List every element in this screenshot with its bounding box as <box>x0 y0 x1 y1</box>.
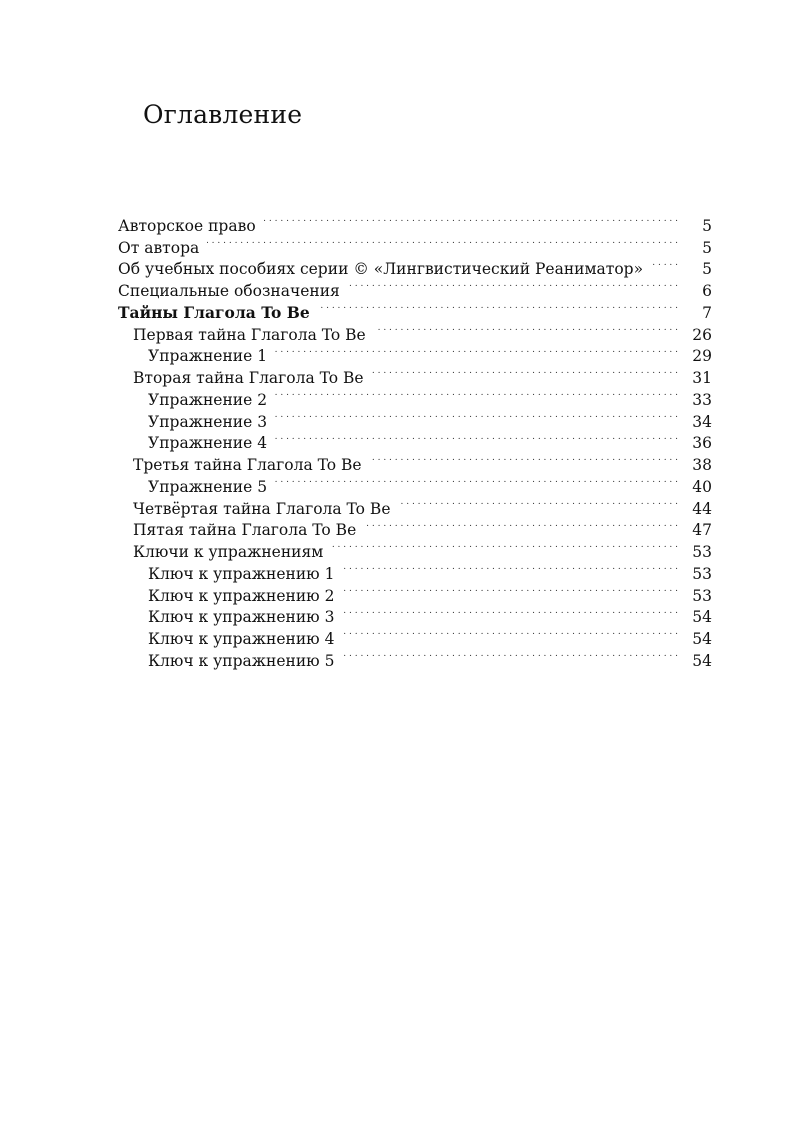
toc-page-number: 38 <box>692 456 712 474</box>
toc-entry-label: Специальные обозначения <box>118 282 340 300</box>
toc-entry[interactable] <box>118 209 712 235</box>
toc-page-number: 53 <box>692 564 712 583</box>
toc-entry[interactable] <box>118 231 712 257</box>
toc-dot-leader <box>275 427 678 449</box>
toc-entry-label: Вторая тайна Глагола To Be <box>133 369 364 387</box>
toc-dot-leader <box>342 579 678 601</box>
toc-entry-label: Пятая тайна Глагола To Be <box>133 521 357 540</box>
toc-entry-label: Упражнение 3 <box>148 412 268 431</box>
toc-dot-leader <box>348 274 678 296</box>
toc-dot-leader <box>342 644 678 666</box>
toc-page-number: 33 <box>692 390 712 409</box>
toc-page-number: 5 <box>702 238 712 257</box>
toc-dot-leader <box>342 601 678 623</box>
toc-entry-label: Ключ к упражнению 4 <box>148 630 335 648</box>
toc-page-number: 44 <box>692 499 712 518</box>
toc-entry-label: Упражнение 4 <box>148 434 268 453</box>
toc-page-number: 5 <box>702 216 712 235</box>
toc-entry-label: Об учебных пособиях серии © «Лингвистический Реаниматор» <box>118 260 644 279</box>
toc-entry-label: От автора <box>118 238 200 257</box>
toc-dot-leader <box>370 448 678 470</box>
toc-page-number: 47 <box>692 521 712 540</box>
toc-dot-leader <box>651 253 678 275</box>
table-of-contents <box>118 209 712 670</box>
toc-entry-label: Упражнение 5 <box>148 477 268 496</box>
toc-page-number: 29 <box>692 347 712 366</box>
toc-entry-label: Авторское право <box>118 216 256 235</box>
toc-entry-label: Ключ к упражнению 5 <box>148 651 335 670</box>
toc-entry-label: Четвёртая тайна Глагола To Be <box>133 499 391 518</box>
toc-entry-label: Ключ к упражнению 3 <box>148 608 335 627</box>
toc-page-number: 26 <box>692 325 712 344</box>
toc-page-number: 54 <box>692 608 712 627</box>
toc-dot-leader <box>364 514 678 536</box>
toc-entry-label: Ключи к упражнениям <box>133 543 324 561</box>
toc-page-number: 5 <box>702 260 712 279</box>
toc-page-number: 36 <box>692 434 712 453</box>
toc-page-number: 54 <box>692 630 712 648</box>
toc-page-number: 53 <box>692 543 712 561</box>
toc-page-number: 7 <box>702 303 712 322</box>
toc-page-number: 40 <box>692 477 712 496</box>
toc-entry-label: Ключ к упражнению 2 <box>148 586 335 605</box>
toc-dot-leader <box>275 383 678 405</box>
toc-dot-leader <box>275 340 678 362</box>
toc-entry-label: Третья тайна Глагола To Be <box>133 456 362 474</box>
toc-entry-label: Тайны Глагола To Be <box>118 302 310 322</box>
toc-page-number: 31 <box>692 369 712 387</box>
toc-dot-leader <box>331 535 678 557</box>
toc-dot-leader <box>372 361 678 383</box>
toc-dot-leader <box>207 231 678 253</box>
toc-entry-label: Ключ к упражнению 1 <box>148 564 335 583</box>
toc-dot-leader <box>264 209 678 231</box>
toc-entry-label: Упражнение 2 <box>148 390 268 409</box>
page-title: Оглавление <box>143 100 303 129</box>
toc-page-number: 6 <box>702 282 712 300</box>
toc-entry-label: Первая тайна Глагола To Be <box>133 325 366 344</box>
toc-dot-leader <box>275 405 678 427</box>
toc-dot-leader <box>399 492 679 514</box>
toc-dot-leader <box>275 470 678 492</box>
toc-entry-label: Упражнение 1 <box>148 347 268 366</box>
toc-dot-leader <box>342 557 678 579</box>
toc-entry[interactable] <box>118 253 712 279</box>
toc-page-number: 54 <box>692 651 712 670</box>
toc-dot-leader <box>318 296 678 318</box>
toc-dot-leader <box>374 318 678 340</box>
toc-dot-leader <box>342 622 678 644</box>
toc-page-number: 34 <box>692 412 712 431</box>
toc-page-number: 53 <box>692 586 712 605</box>
